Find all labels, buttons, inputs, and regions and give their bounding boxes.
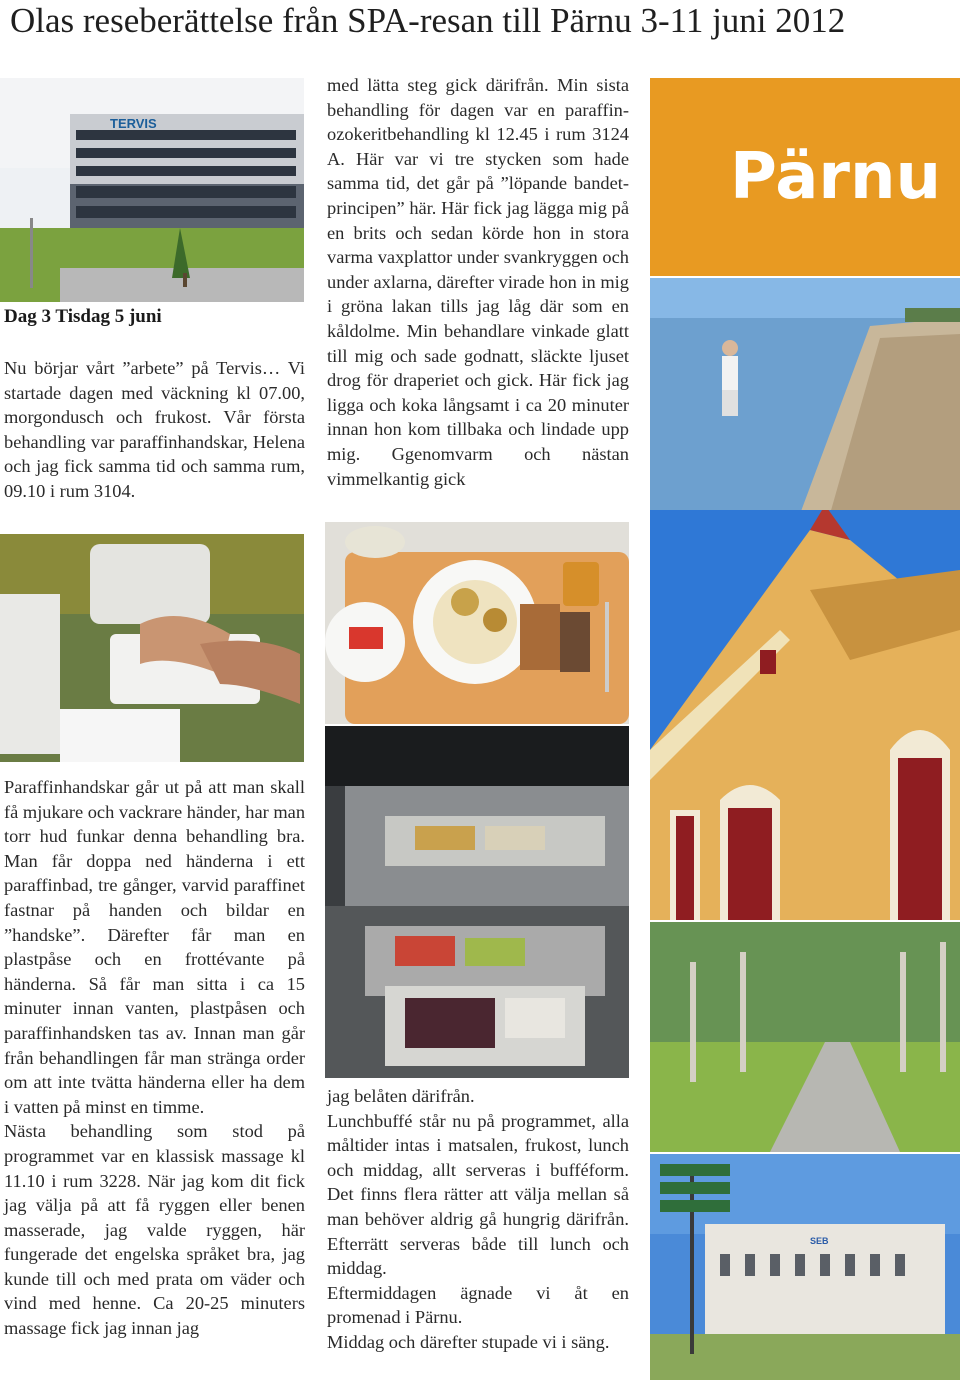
left-bottom-text bbox=[4, 775, 305, 1341]
buffet-photo bbox=[325, 726, 629, 1078]
park-path-photo bbox=[650, 922, 960, 1152]
paraffin-paragraph: Paraffinhandskar går ut på att man skall få mjukare och vackrare händer, har man torr hud funkar denna behandling bra. Man får doppa ned händerna i ett paraffinbad, tre gånger, varvid paraffinet fastnar på handen och bildar en ”handske”. Därefter får man en plastpåse och en frottévante på händerna. Så får man sitta i ca 15 minuter innan vanten, plastpåsen och paraffinhandsken tas av. Innan man går från behandlingen får man stränga order om att inte tvätta händerna eller ha dem i vatten på minst en timme. bbox=[4, 777, 306, 1117]
continuation-paragraph: jag belåten därifrån. bbox=[327, 1086, 475, 1106]
day-heading: Dag 3 Tisdag 5 juni bbox=[4, 306, 162, 327]
tervis-building-photo bbox=[0, 78, 304, 302]
left-intro-text bbox=[4, 356, 305, 504]
tervis-sign: TERVIS bbox=[110, 116, 157, 131]
city-building-photo bbox=[650, 1154, 960, 1380]
afternoon-paragraph: Eftermiddagen ägnade vi åt en promenad i Pärnu. bbox=[327, 1282, 629, 1328]
seb-sign: SEB bbox=[810, 1236, 829, 1246]
beach-photo bbox=[650, 278, 960, 514]
massage-paragraph: Nästa behandling som stod på programmet var en klassisk massage kl 11.10 i rum 3228. När jag kom dit fick jag välja på att få ryggen eller benen masserade, jag valde ryggen, här fungerade det engelska språket bra, jag kunde till och med prata om väder och vind med henne. Ca 20-25 minuters massage fick jag innan jag bbox=[4, 1121, 305, 1339]
middle-top-text bbox=[327, 73, 629, 491]
parnu-logo: Pärnu bbox=[730, 140, 942, 214]
church-photo bbox=[650, 510, 960, 920]
lunch-paragraph: Lunchbuffé står nu på programmet, alla måltider intas i matsalen, frukost, lunch och middag, allt serveras i bufféform. Det finns flera rätter att välja mellan så man behöver aldrig gå hungrig därifrån. Efterrätt serveras både till lunch och middag. bbox=[327, 1110, 629, 1279]
middle-top-paragraph: med lätta steg gick därifrån. Min sista behandling för dagen var en paraffin-ozokeritbehandling kl 12.45 i rum 3124 A. Här var vi tre stycken som hade samma tid, det går på ”löpande bandet-principen” här. Här fick jag lägga mig på en brits och sedan körde hon in stora varma vaxplattor under svankryggen och under axlarna, därefter virade hon in mig i gröna lakan tills jag låg där som en kåldolme. Min behandlare vinkade glatt till mig och sade godnatt, släckte ljuset drog för draperiet och gick. Här fick jag ligga och koka långsamt i ca 20 minuter innan hon kom tillbaka och lindade upp mig. Ggenomvarm och nästan vimmelkantig gick bbox=[327, 75, 629, 489]
middle-bottom-text bbox=[327, 1084, 629, 1355]
page-title: Olas reseberättelse från SPA-resan till Pärnu 3-11 juni 2012 bbox=[10, 1, 846, 40]
left-intro-paragraph: Nu börjar vårt ”arbete” på Tervis… Vi startade dagen med väckning kl 07.00, morgondusch och frukost. Vår första behandling var paraffinhandskar, Helena och jag fick samma tid och samma rum, 09.10 i rum 3104. bbox=[4, 358, 305, 501]
parnu-sign-photo bbox=[650, 78, 960, 276]
dinner-paragraph: Middag och därefter stupade vi i säng. bbox=[327, 1331, 610, 1352]
lunch-tray-photo bbox=[325, 522, 629, 724]
paraffin-treatment-photo bbox=[0, 534, 304, 762]
